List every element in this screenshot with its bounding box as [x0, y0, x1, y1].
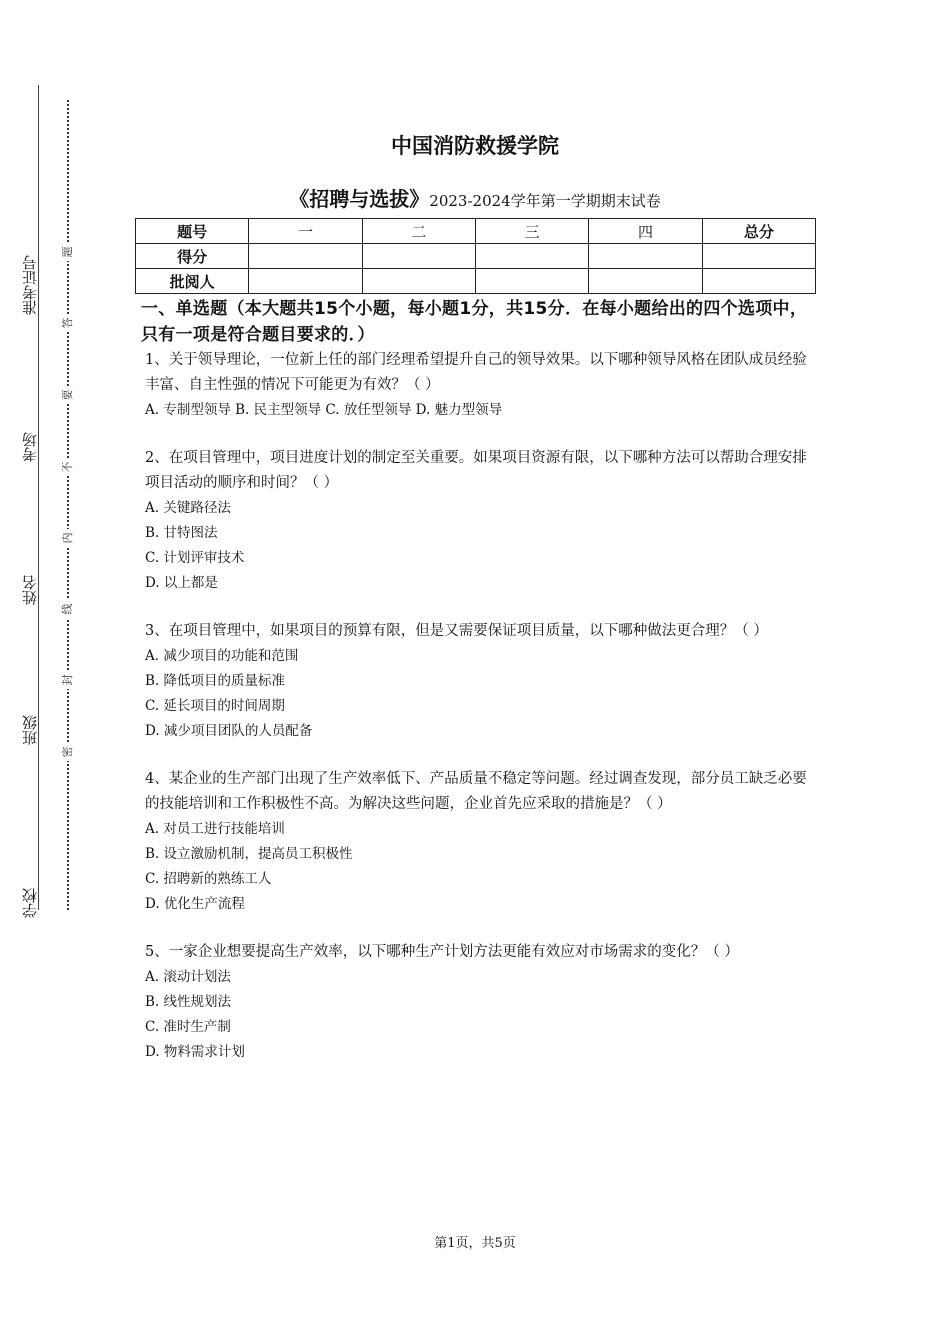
score-cell [475, 244, 588, 269]
option-d: D. 减少项目团队的人员配备 [145, 723, 313, 739]
reviewer-row-label: 批阅人 [136, 269, 249, 294]
question-4 [145, 767, 820, 917]
option-d: D. 物料需求计划 [145, 1044, 245, 1060]
option-a: A. 滚动计划法 [145, 969, 231, 985]
term-text: 2023-2024学年第一学期期末试卷 [429, 192, 661, 210]
margin-field-school: 学校 [20, 888, 39, 918]
question-options: A. 专制型领导 B. 民主型领导 C. 放任型领导 D. 魅力型领导 [145, 402, 503, 418]
option-d: D. 优化生产流程 [145, 896, 245, 912]
question-2 [145, 446, 820, 596]
option-b: B. 降低项目的质量标准 [145, 673, 286, 689]
seal-char: 题 [61, 243, 75, 261]
question-text: 2、在项目管理中，项目进度计划的制定至关重要。如果项目资源有限，以下哪种方法可以帮助合理安排项目活动的顺序和时间？（ ） [145, 450, 807, 491]
score-header-cell: 四 [589, 219, 702, 244]
score-cell [362, 244, 475, 269]
reviewer-cell [362, 269, 475, 294]
option-c: C. 计划评审技术 [145, 550, 245, 566]
exam-content [141, 296, 820, 1065]
margin-field-class: 班级 [20, 715, 39, 745]
option-b: B. 甘特图法 [145, 525, 218, 541]
school-title: 中国消防救援学院 [391, 134, 559, 158]
option-d: D. 以上都是 [145, 575, 218, 591]
course-title: 《招聘与选拔》 [289, 187, 430, 211]
reviewer-cell [589, 269, 702, 294]
option-b: B. 线性规划法 [145, 994, 232, 1010]
score-header-cell: 二 [362, 219, 475, 244]
score-header-cell: 三 [475, 219, 588, 244]
question-1 [145, 348, 820, 423]
seal-char: 答 [61, 314, 75, 332]
option-c: C. 准时生产制 [145, 1019, 231, 1035]
margin-field-name: 姓名 [20, 575, 39, 605]
page-footer: 第1页，共5页 [434, 1236, 516, 1251]
option-c: C. 招聘新的熟练工人 [145, 871, 272, 887]
question-3 [145, 619, 820, 744]
score-cell [249, 244, 362, 269]
seal-char: 线 [61, 600, 75, 618]
option-b: B. 设立激励机制，提高员工积极性 [145, 846, 353, 862]
score-header-cell: 题号 [136, 219, 249, 244]
question-text: 1、关于领导理论，一位新上任的部门经理希望提升自己的领导效果。以下哪种领导风格在团队成员经验丰富、自主性强的情况下可能更为有效？（ ） [145, 352, 807, 393]
seal-char: 封 [61, 671, 75, 689]
seal-dotted-line [67, 100, 69, 910]
question-text: 5、一家企业想要提高生产效率，以下哪种生产计划方法更能有效应对市场需求的变化？（ ） [145, 944, 739, 960]
reviewer-cell [475, 269, 588, 294]
question-5 [145, 940, 820, 1065]
margin-field-exam-room: 考场 [20, 432, 39, 462]
score-header-cell: 一 [249, 219, 362, 244]
option-c: C. 延长项目的时间周期 [145, 698, 285, 714]
exam-subtitle [0, 183, 950, 212]
option-a: A. 对员工进行技能培训 [145, 821, 285, 837]
reviewer-row [136, 269, 816, 294]
option-a: A. 减少项目的功能和范围 [145, 648, 299, 664]
seal-char: 内 [61, 529, 75, 547]
question-text: 3、在项目管理中，如果项目的预算有限，但是又需要保证项目质量，以下哪种做法更合理？（ ） [145, 623, 768, 639]
seal-char: 不 [61, 458, 75, 476]
score-row-label: 得分 [136, 244, 249, 269]
question-text: 4、某企业的生产部门出现了生产效率低下、产品质量不稳定等问题。经过调查发现，部分员工缺乏必要的技能培训和工作积极性不高。为解决这些问题，企业首先应采取的措施是？（ ） [145, 771, 807, 812]
reviewer-cell [702, 269, 815, 294]
score-table [135, 218, 816, 294]
section-title: 一、单选题（本大题共15个小题，每小题1分，共15分．在每小题给出的四个选项中，只有一项是符合题目要求的．） [141, 299, 808, 345]
score-row [136, 244, 816, 269]
reviewer-cell [249, 269, 362, 294]
score-table-header-row [136, 219, 816, 244]
margin-field-exam-id: 准考证号 [20, 255, 39, 315]
seal-char: 要 [61, 386, 75, 404]
option-a: A. 关键路径法 [145, 500, 231, 516]
seal-char: 密 [61, 743, 75, 761]
score-cell [702, 244, 815, 269]
score-header-cell: 总分 [702, 219, 815, 244]
score-cell [589, 244, 702, 269]
